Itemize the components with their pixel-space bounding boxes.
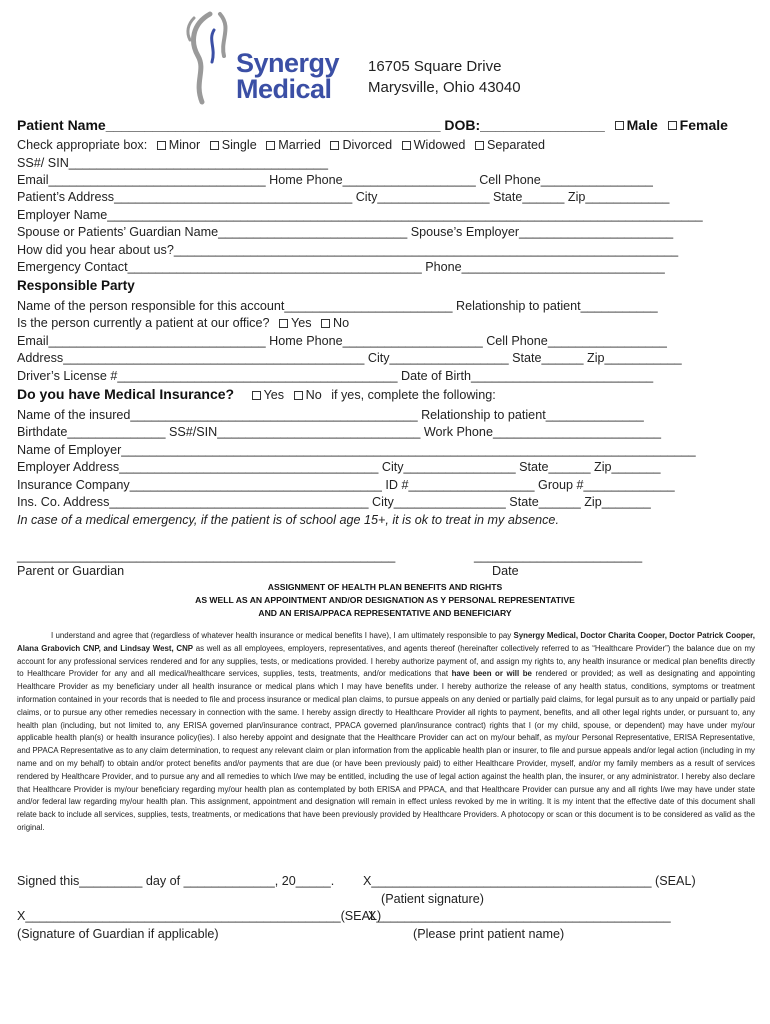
assignment-paragraph: [17, 630, 755, 835]
marital-status-row: [17, 138, 545, 152]
widowed-checkbox[interactable]: [402, 141, 411, 150]
assignment-text-a: I understand and agree that (regardless of whatever health insurance or medical benefits I have), I am ultimately responsible to pay: [51, 631, 514, 640]
logo-word-medical: Medical: [236, 74, 332, 104]
insurance-followup-text: if yes, complete the following:: [331, 388, 496, 402]
female-checkbox[interactable]: [668, 121, 677, 130]
patient-signature-label: (Patient signature): [381, 892, 484, 906]
widowed-label: Widowed: [413, 138, 466, 152]
patient-name-dob-row[interactable]: [17, 117, 728, 133]
patient-signature-line[interactable]: X________________________________________ (SEAL): [363, 874, 696, 888]
parent-signature-line[interactable]: ______________________________________________________: [17, 549, 396, 563]
current-patient-yes-checkbox[interactable]: [279, 319, 288, 328]
guardian-signature-line[interactable]: X_____________________________________________(SEAL): [17, 909, 382, 923]
insurance-no-label: No: [305, 388, 322, 402]
insurance-address-row[interactable]: Ins. Co. Address_____________________________________ City________________ State______ Zip_______: [17, 495, 651, 509]
current-patient-no-label: No: [333, 316, 350, 330]
guardian-signature-label: (Signature of Guardian if applicable): [17, 927, 219, 941]
responsible-party-heading: Responsible Party: [17, 278, 135, 293]
single-label: Single: [221, 138, 257, 152]
ssn-field[interactable]: SS#/ SIN_____________________________________: [17, 156, 328, 170]
assignment-title-line-3: AND AN ERISA/PPACA REPRESENTATIVE AND BENEFICIARY: [258, 608, 512, 618]
address-line-2: Marysville, Ohio 43040: [368, 79, 521, 96]
male-checkbox[interactable]: [615, 121, 624, 130]
referral-source-field[interactable]: How did you hear about us?________________________________________________________________________: [17, 243, 679, 257]
insurance-heading: Do you have Medical Insurance?: [17, 386, 235, 402]
insurance-company-row[interactable]: Insurance Company____________________________________ ID #__________________ Group #_____________: [17, 478, 675, 492]
insurance-yes-label: Yes: [263, 388, 285, 402]
patient-address-row[interactable]: Patient’s Address__________________________________ City________________ State______ Zip____________: [17, 190, 670, 204]
separated-label: Separated: [486, 138, 546, 152]
insurance-yes-checkbox[interactable]: [252, 391, 261, 400]
current-patient-row: [17, 316, 349, 330]
insurance-question-row: [17, 386, 496, 402]
insured-name-row[interactable]: Name of the insured_________________________________________ Relationship to patient______________: [17, 408, 644, 422]
current-patient-no-checkbox[interactable]: [321, 319, 330, 328]
address-line-1: 16705 Square Drive: [368, 58, 502, 75]
patient-email-phone-row[interactable]: Email_______________________________ Home Phone___________________ Cell Phone________________: [17, 173, 653, 187]
assignment-text-c: as well as all employees, employers, representatives, and agents thereof (hereinafter collectively referred to as “Healthcare Provider”) the balance due on my account for any professional services rendered and for any supplies, tests, or medications provided. I hereby authorize payment of, and assign my rights to, any health insurance or medical plan benefits directly to Healthcare Provider for any and all medical/healthcare services, supplies, tests, treatments, and/or medications that: [17, 643, 755, 679]
responsible-address-row[interactable]: Address___________________________________________ City_________________ State______ Zip___________: [17, 351, 682, 365]
male-label: Male: [626, 117, 658, 133]
divorced-checkbox[interactable]: [330, 141, 339, 150]
drivers-license-row[interactable]: Driver’s License #________________________________________ Date of Birth__________________________: [17, 369, 654, 383]
check-box-label: Check appropriate box:: [17, 138, 148, 152]
provider-names: Synergy Medical, Doctor Charita Cooper, Doctor Patrick Cooper, Alana Grabovich CNP, and Lindsay West, CNP: [17, 631, 755, 653]
parent-guardian-label: Parent or Guardian: [17, 564, 125, 578]
assignment-text-e: rendered or provided; as well as designating and appointing Healthcare Provider as my beneficiary under all health insurance or medical plans which I may have benefits under. I hereby authorize the release of any health status, conditions, symptoms or treatment information contained in your records that is needed to file and process insurance or medical plan claims, to pursue appeals on any denied or partially paid claims, for legal pursuit as to any unpaid or partially paid claims, or to pursue any other remedies necessary in connection with the same. I hereby assign directly to Healthcare Provider all rights to payment, benefits, and all other legal rights under, or pursuant to, any health plan (including, but not limited to, any ERISA governed plan/insurance contract, PPACA governed plan/insurance contract) rights that I (or my child, spouse, or dependent) may have under my/our applicable health plan(s) or health insurance policy(ies). I also hereby appoint and designate that the Healthcare Provider can act on my/our behalf, as my/our Personal Representative, ERISA Representative, and PPACA Representative as to any claim determination, to request any relevant claim or plan information from the applicable health plan or insurer, to file and pursue appeals and/or legal action (including in my name and on my behalf) to obtain and/or protect benefits and/or payments that are due (or have been previously paid) to either Healthcare Provider, myself, and/or my family members as a result of services rendered by Healthcare Provider, and to pursue any and all remedies to which I/we may be entitled, including the use of legal action against the health plan, the insurer, or any administrator. I hereby also declare that Healthcare Provider is my/our beneficiary regarding my/our health plan as contemplated by both ERISA and PPACA, and that Healthcare Provider can pursue any and all rights I/we may have under state and/or federal law regarding my/our health plan. This assignment, appointment and designation will remain in effect unless revoked by me in writing. It is my intent that the effective date of this document shall relate back to include all services, supplies, tests, treatments, or medications that have been previously provided by Healthcare Providers. A photocopy or scan or this document is to be considered as valid as the original.: [17, 669, 756, 832]
signed-date-row[interactable]: Signed this_________ day of _____________, 20_____.: [17, 874, 335, 888]
insured-birthdate-row[interactable]: Birthdate______________ SS#/SIN_____________________________ Work Phone________________________: [17, 425, 662, 439]
clinic-address: [368, 56, 521, 98]
female-label: Female: [679, 117, 728, 133]
married-checkbox[interactable]: [266, 141, 275, 150]
spine-figure-icon: [180, 10, 240, 105]
responsible-email-phone-row[interactable]: Email_______________________________ Home Phone____________________ Cell Phone_________________: [17, 334, 667, 348]
print-name-label: (Please print patient name): [413, 927, 565, 941]
assignment-title-line-2: AS WELL AS AN APPOINTMENT AND/OR DESIGNATION AS Y PERSONAL REPRESENTATIVE: [195, 595, 575, 605]
insured-employer-field[interactable]: Name of Employer__________________________________________________________________________________: [17, 443, 696, 457]
assignment-title: [0, 581, 770, 620]
minor-checkbox[interactable]: [157, 141, 166, 150]
have-been-or-will-be: have been or will be: [451, 669, 532, 679]
emergency-treatment-note: In case of a medical emergency, if the patient is of school age 15+, it is ok to treat in my absence.: [17, 513, 559, 527]
patient-name-field[interactable]: Patient Name___________________________________________ DOB:________________: [17, 117, 605, 133]
spouse-guardian-row[interactable]: Spouse or Patients’ Guardian Name___________________________ Spouse’s Employer______________________: [17, 225, 674, 239]
date-label: Date: [492, 564, 519, 578]
current-patient-label: Is the person currently a patient at our office?: [17, 316, 270, 330]
married-label: Married: [278, 138, 321, 152]
logo-word-synergy: Synergy: [236, 48, 340, 78]
minor-label: Minor: [168, 138, 201, 152]
separated-checkbox[interactable]: [475, 141, 484, 150]
print-name-line[interactable]: X__________________________________________: [368, 909, 671, 923]
emergency-contact-row[interactable]: Emergency Contact__________________________________________ Phone_____________________________: [17, 260, 665, 274]
responsible-name-row[interactable]: Name of the person responsible for this account________________________ Relationship to patient___________: [17, 299, 658, 313]
assignment-title-line-1: ASSIGNMENT OF HEALTH PLAN BENEFITS AND RIGHTS: [267, 582, 503, 592]
divorced-label: Divorced: [342, 138, 393, 152]
employer-name-field[interactable]: Employer Name_____________________________________________________________________________________: [17, 208, 703, 222]
synergy-medical-logo: [180, 10, 345, 105]
single-checkbox[interactable]: [210, 141, 219, 150]
insurance-no-checkbox[interactable]: [294, 391, 303, 400]
current-patient-yes-label: Yes: [291, 316, 312, 330]
employer-address-row[interactable]: Employer Address_____________________________________ City________________ State______ Zip_______: [17, 460, 661, 474]
consent-date-line[interactable]: ________________________: [474, 549, 643, 563]
